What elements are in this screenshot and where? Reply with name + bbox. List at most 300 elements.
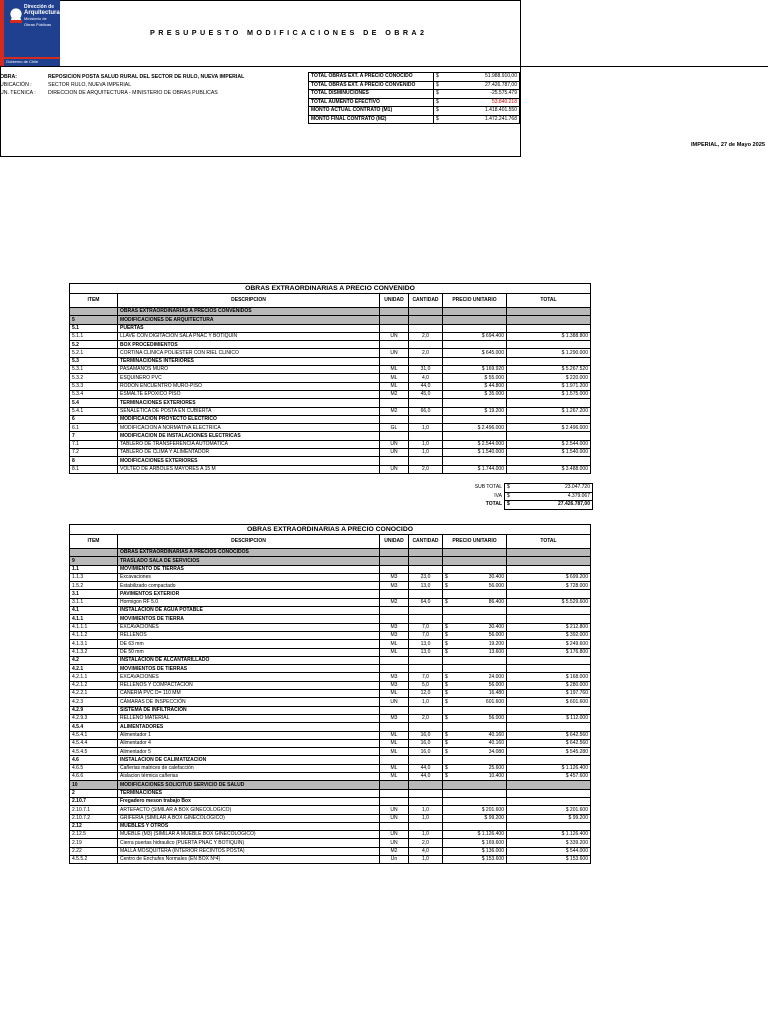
column-header: PRECIO UNITARIO <box>443 535 507 549</box>
unit-price-currency: $ <box>445 632 448 639</box>
item-unit <box>380 723 409 731</box>
table-row <box>70 855 591 863</box>
logo-text <box>24 5 60 27</box>
item-unit <box>380 399 409 407</box>
item-unit-price: $ 55.000 <box>443 374 507 382</box>
item-quantity: 1,0 <box>409 806 443 814</box>
item-quantity: 2,0 <box>409 349 443 357</box>
item-code: 2.10.7.2 <box>70 814 118 822</box>
item-description: MODIFICACIONES EXTERIORES <box>118 457 380 465</box>
item-total: $ 280.000 <box>507 681 591 689</box>
item-unit <box>380 607 409 615</box>
item-unit <box>380 789 409 797</box>
item-unit <box>380 565 409 573</box>
item-unit: M2 <box>380 847 409 855</box>
unit-price-amount: 40.160 <box>488 731 504 738</box>
item-code: 5.4.1 <box>70 407 118 415</box>
totals-currency: $ <box>434 107 445 116</box>
item-description: INSTALACION DE ALCANTARILLADO <box>118 656 380 664</box>
subtotal-currency: $ <box>505 501 514 510</box>
item-quantity <box>409 557 443 565</box>
item-total <box>507 656 591 664</box>
item-description: PAVIMENTOS EXTERIOR <box>118 590 380 598</box>
item-unit: ML <box>380 764 409 772</box>
item-description: Fregadero meson trabajo Box <box>118 797 380 805</box>
table-row <box>70 698 591 706</box>
item-unit <box>380 797 409 805</box>
item-quantity <box>409 615 443 623</box>
item-description: OBRAS EXTRAORDINARIAS A PRECIOS CONOCIDOS <box>118 549 380 557</box>
unit-price-currency: $ <box>445 773 448 780</box>
item-unit-price: $ 169.920 <box>443 366 507 374</box>
table-row <box>70 681 591 689</box>
item-code: 2.19 <box>70 839 118 847</box>
item-quantity: 45,0 <box>409 390 443 398</box>
unit-price-wrap <box>445 583 504 590</box>
section-row <box>70 432 591 440</box>
table-row <box>70 631 591 639</box>
item-description: DE 50 mm <box>118 648 380 656</box>
item-code: 4.5.4.4 <box>70 739 118 747</box>
item-unit <box>380 415 409 423</box>
unit-price-amount: 56.000 <box>488 632 504 639</box>
item-quantity <box>409 822 443 830</box>
item-unit <box>380 756 409 764</box>
item-description: CORTINA CLINICA POLIESTER CON RIEL CLINICO <box>118 349 380 357</box>
item-unit-price <box>443 781 507 789</box>
item-unit-price <box>443 706 507 714</box>
item-unit: GL <box>380 424 409 432</box>
item-description: VOLTEO DE ARBOLES MAYORES A 15 M <box>118 465 380 473</box>
item-description: Hormigon RF 5.0 <box>118 598 380 606</box>
item-quantity <box>409 324 443 332</box>
item-unit-price <box>443 698 507 706</box>
item-code: 9 <box>70 557 118 565</box>
section-row <box>70 590 591 598</box>
section-row <box>70 316 591 324</box>
table-row <box>70 640 591 648</box>
item-quantity: 44,0 <box>409 764 443 772</box>
item-unit-price <box>443 432 507 440</box>
item-unit-price <box>443 764 507 772</box>
subtotal-currency: $ <box>505 492 514 501</box>
item-description: TERMINACIONES INTERIORES <box>118 357 380 365</box>
unit-price-amount: 25.600 <box>488 765 504 772</box>
item-description: Cañerias matrices de calefacción <box>118 764 380 772</box>
item-code: 5.3.1 <box>70 366 118 374</box>
item-quantity <box>409 706 443 714</box>
item-description: RODON ENCUENTRO MURO-PISO <box>118 382 380 390</box>
item-unit-price: $ 19.200 <box>443 407 507 415</box>
item-unit <box>380 781 409 789</box>
table-row <box>70 764 591 772</box>
item-total <box>507 665 591 673</box>
item-code: 5.1.1 <box>70 332 118 340</box>
section-row <box>70 457 591 465</box>
item-quantity: 64,0 <box>409 598 443 606</box>
item-unit-price <box>443 789 507 797</box>
item-unit-price <box>443 690 507 698</box>
item-quantity: 13,0 <box>409 582 443 590</box>
item-code: 5.2 <box>70 341 118 349</box>
item-unit-price <box>443 640 507 648</box>
table-row <box>70 598 591 606</box>
item-unit-price <box>443 598 507 606</box>
item-unit-price: $ 2.544.000 <box>443 440 507 448</box>
item-total: $ 2.496.000 <box>507 424 591 432</box>
item-total <box>507 557 591 565</box>
table-row <box>70 773 591 781</box>
unit-price-currency: $ <box>445 648 448 655</box>
section-row <box>70 565 591 573</box>
item-unit: UN <box>380 839 409 847</box>
item-unit-price <box>443 673 507 681</box>
unit-price-amount: 56.000 <box>488 682 504 689</box>
item-code: 10 <box>70 781 118 789</box>
section-row <box>70 822 591 830</box>
item-quantity: 4,0 <box>409 847 443 855</box>
header-divider <box>0 66 768 67</box>
table-row <box>70 465 591 473</box>
item-unit-price <box>443 308 507 316</box>
item-code: 4.5.4.5 <box>70 748 118 756</box>
precio-convenido-table <box>69 283 591 474</box>
item-description: Aislacion térmica cañerias <box>118 773 380 781</box>
item-quantity: 66,0 <box>409 407 443 415</box>
item-unit-price <box>443 681 507 689</box>
item-quantity: 2,0 <box>409 465 443 473</box>
item-unit: Un <box>380 855 409 863</box>
item-unit: ML <box>380 748 409 756</box>
item-description: INSTALACION DE AGUA POTABLE <box>118 607 380 615</box>
document-date: IMPERIAL, 27 de Mayo 2025 <box>691 142 765 148</box>
item-code: 4.2.2.1 <box>70 690 118 698</box>
unit-price-currency: $ <box>445 624 448 631</box>
column-header: UNIDAD <box>380 535 409 549</box>
item-quantity <box>409 723 443 731</box>
info-value: REPOSICION POSTA SALUD RURAL DEL SECTOR DE RULO, NUEVA IMPERIAL <box>48 74 245 80</box>
item-quantity: 1,0 <box>409 698 443 706</box>
item-quantity: 1,0 <box>409 855 443 863</box>
item-total <box>507 756 591 764</box>
item-quantity: 13,0 <box>409 640 443 648</box>
section-row <box>70 665 591 673</box>
item-description: ESQUINERO PVC <box>118 374 380 382</box>
unit-price-currency: $ <box>445 731 448 738</box>
unit-price-currency: $ <box>445 690 448 697</box>
item-code: 5.3.2 <box>70 374 118 382</box>
column-header: CANTIDAD <box>409 294 443 308</box>
table-row <box>70 382 591 390</box>
table-row <box>70 573 591 581</box>
item-code: 4.1.1.2 <box>70 631 118 639</box>
item-unit-price <box>443 665 507 673</box>
totals-label: TOTAL OBRAS EXT. A PRECIO CONVENIDO <box>309 81 434 90</box>
item-unit: M3 <box>380 582 409 590</box>
unit-price-amount: 24.000 <box>488 673 504 680</box>
table-row <box>70 690 591 698</box>
item-unit-price <box>443 316 507 324</box>
item-unit: UN <box>380 332 409 340</box>
table-row <box>70 806 591 814</box>
unit-price-currency: $ <box>445 673 448 680</box>
item-code: 4.2.3 <box>70 698 118 706</box>
item-description: ARTEFACTO (SIMILAR A BOX GINECOLOGICO) <box>118 806 380 814</box>
section-row <box>70 756 591 764</box>
item-quantity <box>409 432 443 440</box>
section-row <box>70 399 591 407</box>
item-total: $ 176.800 <box>507 648 591 656</box>
column-header: TOTAL <box>507 535 591 549</box>
item-quantity: 7,0 <box>409 631 443 639</box>
item-total: $ 1.290.000 <box>507 349 591 357</box>
item-code: 7 <box>70 432 118 440</box>
item-description: MODIFICACION DE INSTALACIONES ELECTRICAS <box>118 432 380 440</box>
item-unit-price <box>443 748 507 756</box>
info-obra <box>0 74 244 80</box>
info-label: UBICACIÓN : <box>0 82 32 88</box>
item-description: ESMALTE EPOXICO PISO <box>118 390 380 398</box>
item-unit-price <box>443 739 507 747</box>
table-row <box>70 714 591 722</box>
table-row <box>70 831 591 839</box>
document-header <box>0 0 765 157</box>
item-unit <box>380 324 409 332</box>
unit-price-amount: 34.080 <box>488 748 504 755</box>
item-total <box>507 615 591 623</box>
item-unit-price: $ 1.126.400 <box>443 831 507 839</box>
subtotal-amount: 23.047.720 <box>513 484 593 493</box>
item-total <box>507 565 591 573</box>
item-unit: M3 <box>380 631 409 639</box>
unit-price-wrap <box>445 599 504 606</box>
item-quantity: 2,0 <box>409 714 443 722</box>
item-total: $ 545.280 <box>507 748 591 756</box>
item-total: $ 457.600 <box>507 773 591 781</box>
item-description: RELLENOS <box>118 631 380 639</box>
unit-price-amount: 16.480 <box>488 690 504 697</box>
item-quantity <box>409 341 443 349</box>
table-row <box>70 748 591 756</box>
item-code: 4.5.5.2 <box>70 855 118 863</box>
item-unit-price <box>443 590 507 598</box>
column-header: UNIDAD <box>380 294 409 308</box>
item-description: RELLENOS Y COMPACTACIÓN <box>118 681 380 689</box>
item-unit: UN <box>380 814 409 822</box>
item-code: 6 <box>70 415 118 423</box>
item-total: $ 153.600 <box>507 855 591 863</box>
item-quantity: 1,0 <box>409 814 443 822</box>
item-total: $ 212.800 <box>507 623 591 631</box>
table-row <box>70 366 591 374</box>
item-code: 4.2.9.3 <box>70 714 118 722</box>
unit-price-currency: $ <box>445 765 448 772</box>
item-description: Alimentador 5 <box>118 748 380 756</box>
item-total <box>507 432 591 440</box>
unit-price-wrap <box>445 773 504 780</box>
item-quantity: 7,0 <box>409 623 443 631</box>
info-ubicacion <box>0 82 131 88</box>
item-code: 1.5.2 <box>70 582 118 590</box>
item-quantity: 2,0 <box>409 839 443 847</box>
item-total: $ 249.600 <box>507 640 591 648</box>
item-unit <box>380 432 409 440</box>
unit-price-amount: 601.600 <box>485 698 504 705</box>
unit-price-currency: $ <box>445 640 448 647</box>
item-unit: UN <box>380 449 409 457</box>
item-unit: M3 <box>380 573 409 581</box>
totals-row <box>309 98 520 107</box>
section-row <box>70 415 591 423</box>
item-total: $ 1.126.400 <box>507 764 591 772</box>
item-unit-price <box>443 557 507 565</box>
item-unit-price <box>443 457 507 465</box>
item-quantity: 44,0 <box>409 382 443 390</box>
item-quantity: 23,0 <box>409 573 443 581</box>
item-quantity <box>409 357 443 365</box>
item-total <box>507 399 591 407</box>
table-caption: OBRAS EXTRAORDINARIAS A PRECIO CONOCIDO <box>69 524 591 534</box>
table-row <box>70 374 591 382</box>
item-total: $ 99.200 <box>507 814 591 822</box>
item-unit-price: $ 169.600 <box>443 839 507 847</box>
subtotal-row <box>440 484 593 493</box>
item-unit-price <box>443 415 507 423</box>
subtotal-label: TOTAL <box>485 501 502 508</box>
table-row <box>70 673 591 681</box>
column-header: ITEM <box>70 535 118 549</box>
item-unit-price: $ 153.600 <box>443 855 507 863</box>
item-total: $ 392.000 <box>507 631 591 639</box>
item-code: 4.1 <box>70 607 118 615</box>
item-code: 4.5.4 <box>70 723 118 731</box>
totals-amount: 51.988.910,00 <box>444 73 520 82</box>
item-total: $ 1.971.200 <box>507 382 591 390</box>
item-code: 5 <box>70 316 118 324</box>
item-description: Centro de Enchufes Normales (EN BOX Nº4) <box>118 855 380 863</box>
section-row <box>70 781 591 789</box>
item-total <box>507 723 591 731</box>
subtotal-row <box>440 492 593 501</box>
item-total: $ 220.000 <box>507 374 591 382</box>
item-code: 5.3.3 <box>70 382 118 390</box>
item-total: $ 601.600 <box>507 698 591 706</box>
item-quantity <box>409 590 443 598</box>
table-row <box>70 648 591 656</box>
item-unit-price <box>443 357 507 365</box>
table-row <box>70 739 591 747</box>
section-row <box>70 324 591 332</box>
item-description: MOVIMIENTOS DE TIERRA <box>118 615 380 623</box>
item-total: $ 1.126.400 <box>507 831 591 839</box>
item-code: 4.2.1 <box>70 665 118 673</box>
item-total: $ 699.200 <box>507 573 591 581</box>
item-total: $ 1.267.200 <box>507 407 591 415</box>
item-unit-price: $ 201.600 <box>443 806 507 814</box>
item-description: ALIMENTADORES <box>118 723 380 731</box>
subtotal-row <box>440 501 593 510</box>
table-row <box>70 390 591 398</box>
item-description: EXCAVACIONES <box>118 623 380 631</box>
info-label: OBRA: <box>0 74 18 80</box>
item-total: $ 642.560 <box>507 731 591 739</box>
section-row <box>70 357 591 365</box>
item-total: $ 168.000 <box>507 673 591 681</box>
item-unit: ML <box>380 690 409 698</box>
item-total <box>507 822 591 830</box>
item-quantity <box>409 316 443 324</box>
table-row <box>70 440 591 448</box>
item-unit: UN <box>380 465 409 473</box>
item-total <box>507 607 591 615</box>
item-total: $ 339.200 <box>507 839 591 847</box>
item-unit: ML <box>380 366 409 374</box>
item-description: Excavaciones <box>118 573 380 581</box>
item-total <box>507 415 591 423</box>
unit-price-amount: 40.160 <box>488 740 504 747</box>
column-header: PRECIO UNITARIO <box>443 294 507 308</box>
table-row <box>70 623 591 631</box>
item-code: 2.12 <box>70 822 118 830</box>
item-unit-price: $ 99.200 <box>443 814 507 822</box>
item-quantity <box>409 656 443 664</box>
column-header: CANTIDAD <box>409 535 443 549</box>
table-row <box>70 582 591 590</box>
section-row <box>70 723 591 731</box>
item-unit-price: $ 44.800 <box>443 382 507 390</box>
item-quantity: 4,0 <box>409 374 443 382</box>
item-code: 4.2.1.2 <box>70 681 118 689</box>
totals-currency: $ <box>434 81 445 90</box>
subtotal-currency: $ <box>505 484 514 493</box>
unit-price-amount: 13.600 <box>488 648 504 655</box>
column-header: TOTAL <box>507 294 591 308</box>
item-description: TERMINACIONES <box>118 789 380 797</box>
item-unit-price <box>443 723 507 731</box>
item-code: 7.2 <box>70 449 118 457</box>
item-code: 1.1.3 <box>70 573 118 581</box>
unit-price-amount: 86.400 <box>488 599 504 606</box>
item-total: $ 642.560 <box>507 739 591 747</box>
item-unit-price: $ 35.000 <box>443 390 507 398</box>
section-row <box>70 656 591 664</box>
unit-price-wrap <box>445 699 504 706</box>
totals-label: TOTAL OBRAS EXT. A PRECIO CONOCIDO <box>309 73 434 82</box>
item-total <box>507 357 591 365</box>
unit-price-wrap <box>445 632 504 639</box>
item-unit-price <box>443 565 507 573</box>
item-code: 3.1.1 <box>70 598 118 606</box>
item-unit <box>380 706 409 714</box>
item-total <box>507 590 591 598</box>
item-code: 4.2.9 <box>70 706 118 714</box>
item-description: TERMINACIONES EXTERIORES <box>118 399 380 407</box>
item-quantity <box>409 781 443 789</box>
section-row <box>70 557 591 565</box>
item-unit <box>380 457 409 465</box>
item-description: MOVIMIENTO DE TIERRAS <box>118 565 380 573</box>
item-code: 5.3.4 <box>70 390 118 398</box>
item-quantity <box>409 665 443 673</box>
item-description: MODIFICACION A NORMATIVA ELECTRICA <box>118 424 380 432</box>
item-total: $ 1.540.000 <box>507 449 591 457</box>
item-code: 7.1 <box>70 440 118 448</box>
unit-price-wrap <box>445 690 504 697</box>
item-code: 4.2 <box>70 656 118 664</box>
subtotal-amount: 27.426.787,00 <box>513 501 593 510</box>
item-unit: UN <box>380 440 409 448</box>
unit-price-wrap <box>445 641 504 648</box>
